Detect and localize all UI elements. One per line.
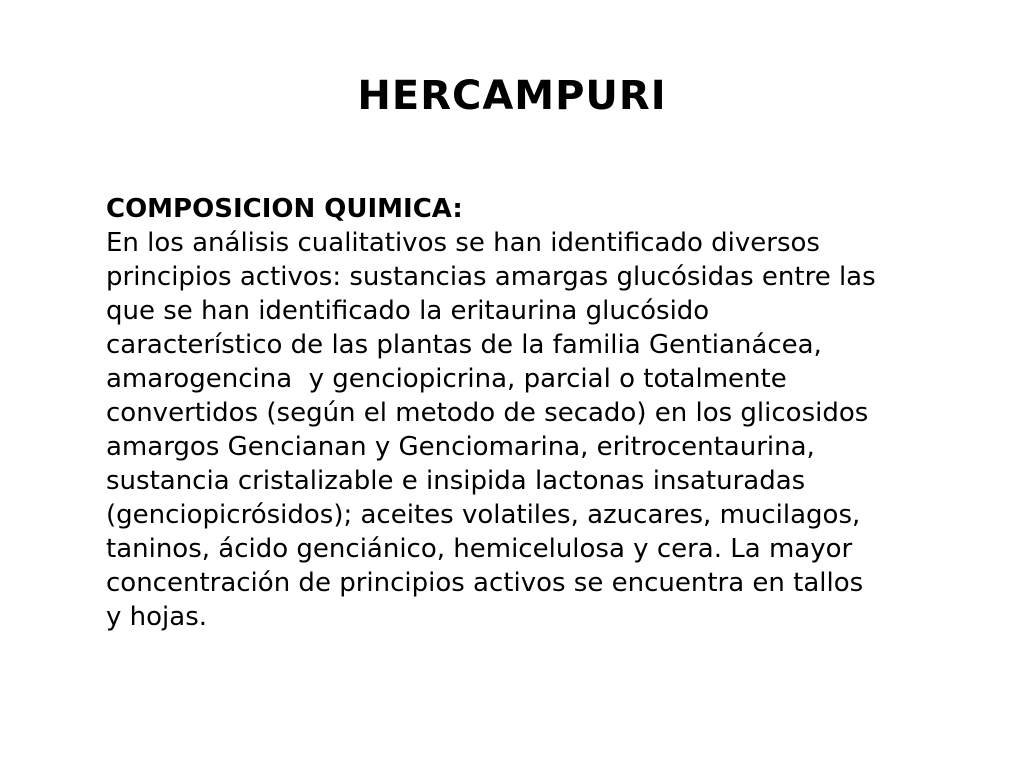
body-line: sustancia cristalizable e insipida lactonas insaturadas [106, 466, 806, 496]
body-line: taninos, ácido genciánico, hemicelulosa y cera. La mayor [106, 534, 853, 564]
body-line: que se han identificado la eritaurina glucósido [106, 296, 710, 326]
body-line: En los análisis cualitativos se han identificado diversos [106, 228, 820, 258]
body-text-block [106, 192, 986, 634]
body-line: principios activos: sustancias amargas glucósidas entre las [106, 262, 876, 292]
body-line: amargos Gencianan y Genciomarina, eritrocentaurina, [106, 432, 815, 462]
body-heading: COMPOSICION QUIMICA: [106, 194, 463, 224]
body-line: amarogencina y genciopicrina, parcial o totalmente [106, 364, 787, 394]
body-line: (genciopicrósidos); aceites volatiles, azucares, mucilagos, [106, 500, 861, 530]
page-title: HERCAMPURI [357, 73, 667, 119]
body-line: característico de las plantas de la familia Gentianácea, [106, 330, 822, 360]
body-line: concentración de principios activos se encuentra en tallos [106, 568, 864, 598]
body-line: y hojas. [106, 602, 208, 632]
body-line: convertidos (según el metodo de secado) en los glicosidos [106, 398, 869, 428]
